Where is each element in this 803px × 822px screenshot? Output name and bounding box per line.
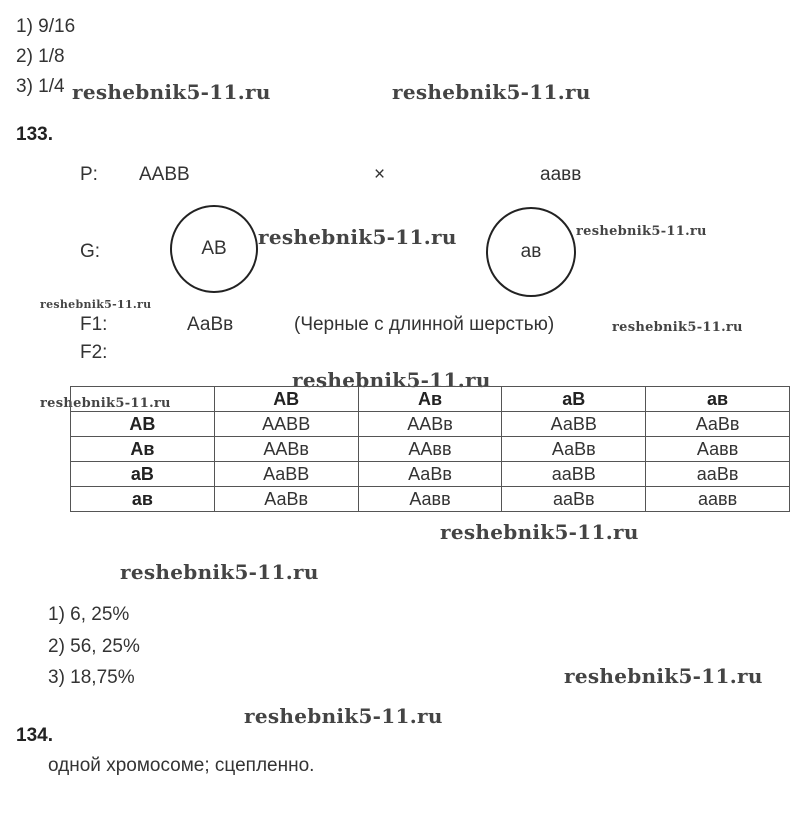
table-row <box>71 462 790 487</box>
row-header: аВ <box>71 462 215 487</box>
punnett-square <box>70 386 790 512</box>
table-cell: ААВв <box>358 412 502 437</box>
row-header: АВ <box>71 412 215 437</box>
table-cell: ААВв <box>214 437 358 462</box>
watermark: reshebnik5-11.ru <box>244 704 443 728</box>
gamete-1: АВ <box>201 238 227 259</box>
watermark: reshebnik5-11.ru <box>40 396 171 411</box>
column-header: ав <box>646 387 790 412</box>
task-133-answer-2: 2) 56, 25% <box>48 636 140 657</box>
row-header: Ав <box>71 437 215 462</box>
table-row <box>71 412 790 437</box>
table-cell: АаВв <box>646 412 790 437</box>
watermark: reshebnik5-11.ru <box>612 320 743 335</box>
watermark: reshebnik5-11.ru <box>392 80 591 104</box>
watermark: reshebnik5-11.ru <box>292 368 491 392</box>
watermark: reshebnik5-11.ru <box>120 560 319 584</box>
f1-label: F1: <box>80 314 108 335</box>
table-cell: ааВВ <box>502 462 646 487</box>
f1-genotype: АаВв <box>187 314 234 335</box>
task-133-answer-3: 3) 18,75% <box>48 667 135 688</box>
table-cell: Аавв <box>646 437 790 462</box>
table-cell: АаВВ <box>502 412 646 437</box>
table-cell: ааВв <box>502 487 646 512</box>
gamete-circle-1 <box>170 205 258 293</box>
prev-answer-1: 1) 9/16 <box>16 16 76 37</box>
watermark: reshebnik5-11.ru <box>576 224 707 239</box>
watermark: reshebnik5-11.ru <box>72 80 271 104</box>
table-row <box>71 437 790 462</box>
table-cell: Аавв <box>358 487 502 512</box>
table-row <box>71 487 790 512</box>
prev-answer-3: 3) 1/4 <box>16 76 65 97</box>
column-header: Ав <box>358 387 502 412</box>
task-133-number: 133. <box>16 124 53 145</box>
table-cell: ааВв <box>646 462 790 487</box>
row-header: ав <box>71 487 215 512</box>
cross-symbol: × <box>374 164 386 185</box>
table-header-row <box>71 387 790 412</box>
gamete-2: ав <box>520 241 542 262</box>
f2-label: F2: <box>80 342 108 363</box>
task-134-answer: одной хромосоме; сцепленно. <box>48 755 315 776</box>
watermark: reshebnik5-11.ru <box>564 664 763 688</box>
table-corner-cell <box>71 387 215 412</box>
g-label: G: <box>80 241 101 262</box>
table-cell: аавв <box>646 487 790 512</box>
p-label: P: <box>80 164 98 185</box>
f1-phenotype: (Черные с длинной шерстью) <box>294 314 555 335</box>
prev-answer-2: 2) 1/8 <box>16 46 65 67</box>
table-cell: АаВв <box>358 462 502 487</box>
column-header: аВ <box>502 387 646 412</box>
task-133-answer-1: 1) 6, 25% <box>48 604 130 625</box>
table-cell: ААВВ <box>214 412 358 437</box>
p-parent-2: аавв <box>540 164 582 185</box>
gamete-circle-2 <box>486 207 576 297</box>
table-cell: АаВв <box>214 487 358 512</box>
watermark: reshebnik5-11.ru <box>440 520 639 544</box>
p-parent-1: ААВВ <box>139 164 190 185</box>
table-cell: АаВВ <box>214 462 358 487</box>
watermark: reshebnik5-11.ru <box>40 298 152 311</box>
table-cell: АаВв <box>502 437 646 462</box>
watermark: reshebnik5-11.ru <box>258 225 457 249</box>
column-header: АВ <box>214 387 358 412</box>
task-134-number: 134. <box>16 725 53 746</box>
table-cell: ААвв <box>358 437 502 462</box>
